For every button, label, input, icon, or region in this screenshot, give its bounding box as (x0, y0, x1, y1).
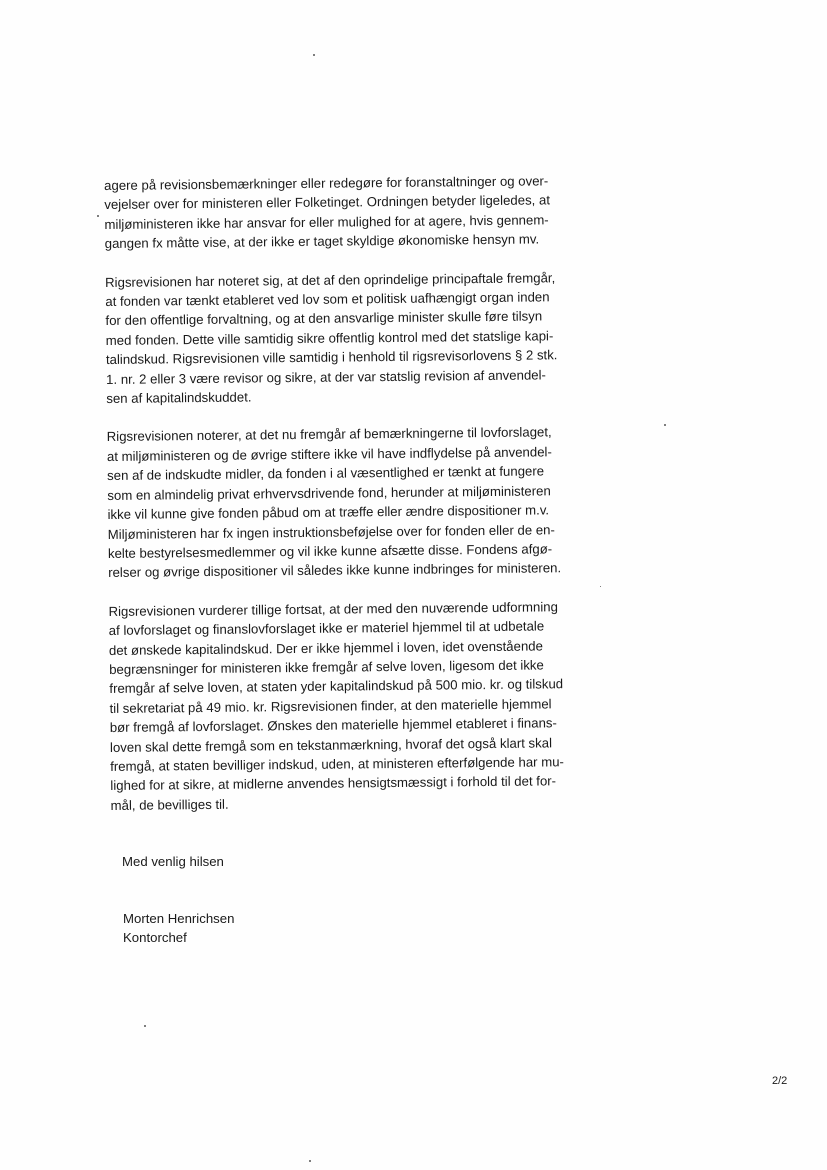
scan-speck (664, 424, 666, 426)
text-line: sen af de indskudte midler, da fonden i al væsentlighed er tænkt at fungere (107, 463, 545, 484)
letter-body (104, 171, 581, 834)
scan-speck (309, 1160, 311, 1162)
signature-block (123, 909, 234, 947)
text-line: Miljøministeren har fx ingen instruktionsbeføjelse over for fonden eller de en- (107, 521, 555, 542)
text-line: for den offentlige forvaltning, og at den ansvarlige minister skulle føre tilsyn (105, 308, 543, 329)
paragraph-4 (108, 597, 580, 815)
paragraph-2 (105, 268, 576, 409)
text-line: agere på revisionsbemærkninger eller redegøre for foranstaltninger og over- (104, 173, 549, 193)
scan-speck (313, 54, 315, 56)
text-line: begrænsninger for ministeren ikke fremgår af selve loven, ligesom det ikke (109, 657, 544, 677)
text-line: fremgå, at staten bevilliger indskud, uden, at ministeren efterfølgende har mu- (110, 754, 564, 774)
text-line: at fonden var tænkt etableret ved lov som et politisk uafhængigt organ inden (105, 289, 550, 310)
signer-title: Kontorchef (123, 930, 187, 945)
text-line: relser og øvrige dispositioner vil således ikke kunne indbringes for ministeren. (108, 560, 562, 581)
page-number: 2/2 (772, 1075, 788, 1087)
paragraph-3 (107, 423, 579, 583)
text-line: som en almindelig privat erhvervsdrivende fond, herunder at miljøministeren (107, 483, 551, 503)
text-line: gangen fx måtte vise, at der ikke er taget skyldige økonomiske hensyn mv. (104, 231, 540, 252)
text-line: Rigsrevisionen har noteret sig, at det af den oprindelige principaftale fremgår, (105, 269, 556, 290)
text-line: 1. nr. 2 eller 3 være revisor og sikre, at der var statslig revision af anvendel- (106, 367, 546, 387)
text-line: til sekretariat på 49 mio. kr. Rigsrevisionen finder, at den materielle hjemmel (109, 696, 552, 716)
signer-name: Morten Henrichsen (123, 911, 235, 926)
text-line: talindskud. Rigsrevisionen ville samtidig i henhold til rigsrevisorlovens § 2 stk. (105, 347, 558, 368)
scan-speck (600, 586, 601, 587)
paragraph-1 (104, 171, 575, 254)
text-line: med fonden. Dette ville samtidig sikre offentlig kontrol med det statslige kapi- (105, 328, 554, 348)
text-line: vejelser over for ministeren eller Folketinget. Ordningen betyder ligeledes, at (104, 192, 551, 213)
text-line: at miljøministeren og de øvrige stiftere ikke vil have indflydelse på anvendel- (106, 444, 552, 464)
text-line: lighed for at sikre, at midlerne anvendes hensigtsmæssigt i forhold til det for- (110, 773, 557, 794)
text-line: det ønskede kapitalindskud. Der er ikke hjemmel i loven, idet ovenstående (108, 637, 543, 658)
text-line: kelte bestyrelsesmedlemmer og vil ikke kunne afsætte disse. Fondens afgø- (107, 541, 553, 561)
text-line: bør fremgå af lovforslaget. Ønskes den materielle hjemmel etableret i finans- (109, 715, 557, 736)
text-line: Rigsrevisionen vurderer tillige fortsat, at der med den nuværende udformning (108, 598, 558, 619)
text-line: loven skal dette fremgå som en tekstanmærkning, hvoraf det også klart skal (109, 734, 553, 755)
text-line: Rigsrevisionen noterer, at det nu fremgår af bemærkningerne til lovforslaget, (106, 424, 552, 445)
text-line: mål, de bevilliges til. (110, 796, 229, 813)
text-line: fremgår af selve loven, at staten yder kapitalindskud på 500 mio. kr. og tilskud (109, 676, 564, 697)
scan-speck (144, 1025, 146, 1027)
text-line: miljøministeren ikke har ansvar for eller mulighed for at agere, hvis gennem- (104, 212, 549, 232)
closing-salutation: Med venlig hilsen (122, 854, 224, 869)
scan-speck (97, 215, 99, 217)
text-line: ikke vil kunne give fonden påbud om at træffe eller ændre dispositioner m.v. (107, 502, 550, 523)
text-line: af lovforslaget og finanslovforslaget ikke er materiel hjemmel til at udbetale (108, 618, 545, 639)
text-line: sen af kapitalindskuddet. (106, 389, 252, 407)
